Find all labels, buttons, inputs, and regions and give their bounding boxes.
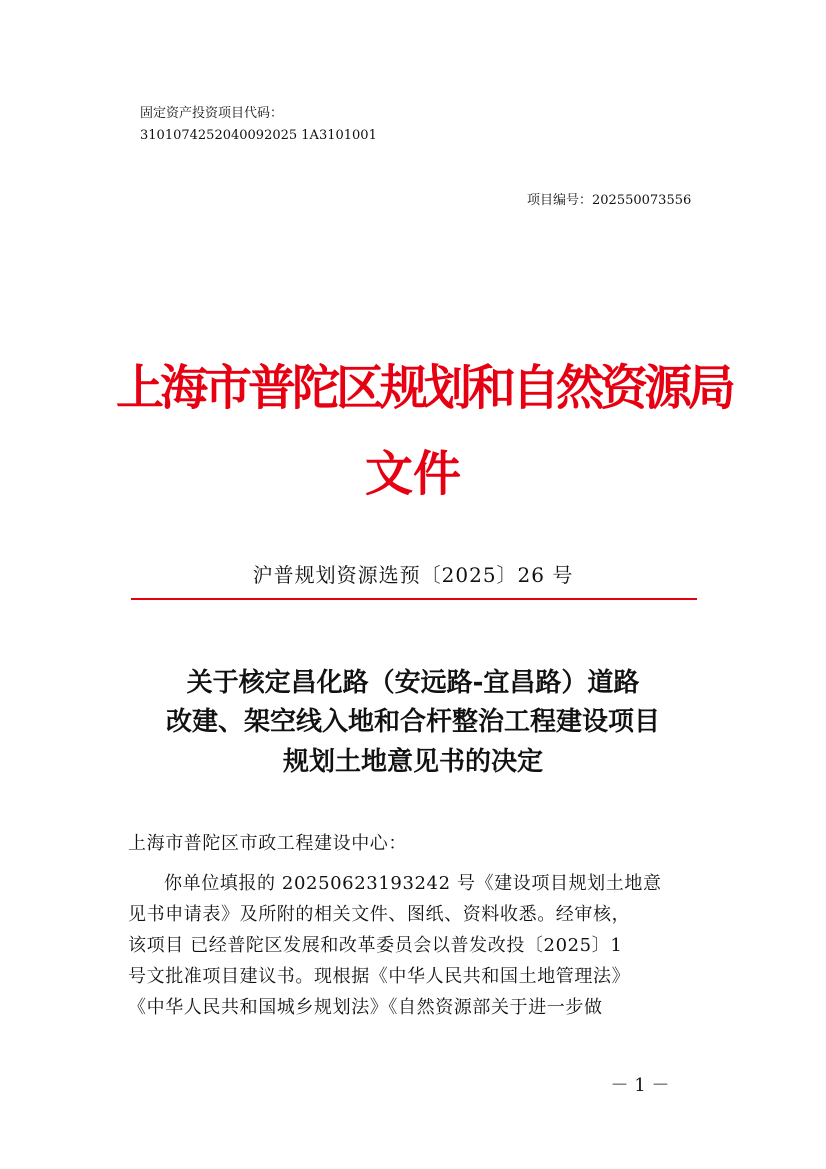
decision-title-line-2: 改建、架空线入地和合杆整治工程建设项目 [165,707,660,737]
body-line: 该项目 已经普陀区发展和改革委员会以普发改投〔2025〕1 [128,935,623,956]
project-number: 项目编号：202550073556 [527,193,692,208]
decision-title-line-3: 规划土地意见书的决定 [282,747,543,777]
document-type-title: 文件 [364,446,461,502]
body-line: 见书申请表》及所附的相关文件、图纸、资料收悉。经审核， [128,904,631,925]
fixed-asset-code-value: 3101074252040092025 1A3101001 [140,128,377,143]
body-line: 你单位填报的 20250623193242 号《建设项目规划土地意 [164,873,662,894]
addressee: 上海市普陀区市政工程建设中心： [128,833,407,854]
red-divider-line [131,598,697,600]
body-line: 号文批准项目建议书。现根据《中华人民共和国土地管理法》 [128,966,631,987]
page-number: － 1 － [610,1075,670,1096]
issuing-authority-title: 上海市普陀区规划和自然资源局 [115,360,732,416]
body-line: 《中华人民共和国城乡规划法》《自然资源部关于进一步做 [128,997,603,1018]
document-number: 沪普规划资源选预〔2025〕26 号 [252,563,574,587]
decision-title-line-1: 关于核定昌化路（安远路-宜昌路）道路 [186,668,640,698]
fixed-asset-code-label: 固定资产投资项目代码： [140,106,284,121]
